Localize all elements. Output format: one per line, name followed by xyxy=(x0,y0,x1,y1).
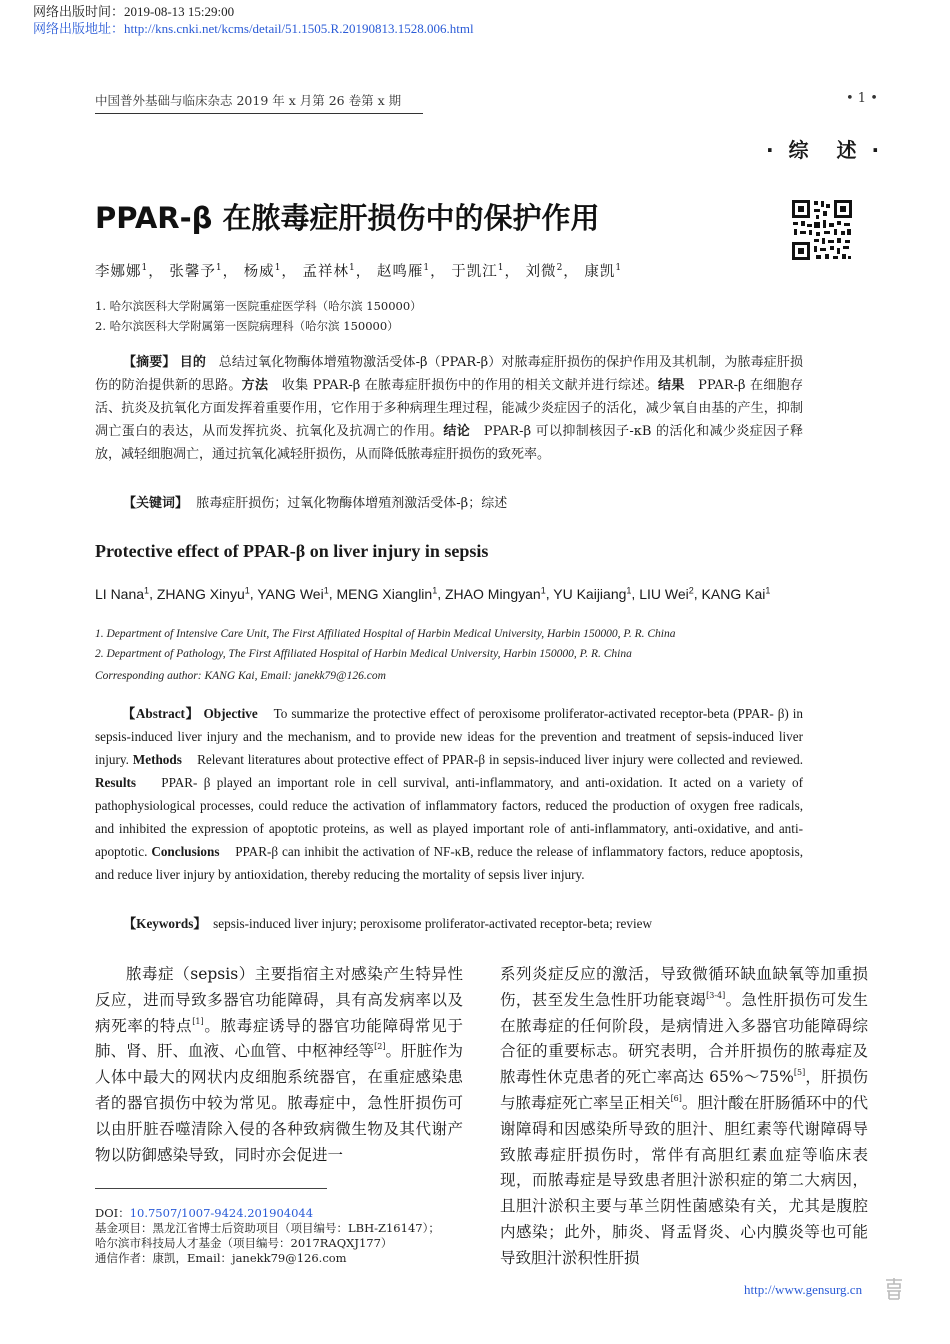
keywords-label-en: 【Keywords】 xyxy=(123,916,207,931)
conclusion-text: PPAR-β 可以抑制核因子-κB 的活化和减少炎症因子释放，减轻细胞凋亡，通过抗氧化减轻肝损伤，从而降低脓毒症肝损伤的致死率。 xyxy=(95,424,803,462)
corresponding-author-cn: 通信作者：康凯，Email：janekk79@126.com xyxy=(95,1251,347,1265)
qr-code-icon[interactable] xyxy=(790,198,854,262)
author-en: ZHANG Xinyu$^1$ xyxy=(156,585,250,602)
abstract-label: 【摘要】 xyxy=(123,355,176,370)
pub-time xyxy=(33,3,234,20)
author-en: YANG Wei$^1$ xyxy=(257,585,329,602)
footnote-divider xyxy=(95,1188,327,1189)
author-cn: 康凯$^1$ xyxy=(584,263,623,280)
doi-label: DOI： xyxy=(95,1206,130,1220)
result-text-en: PPAR- β played an important role in cell survival, anti-inflammatory, and anti-oxidation. It acted on a variety of pathophysiological processes, could reduce the activation of inflammatory factors, reduced the production of oxygen free radicals, and inhibited the expression of apoptotic proteins, as well as played important role of anti-inflammatory, anti-oxidative, and anti-apoptotic. xyxy=(95,775,804,859)
author-cn: 杨威$^1$ xyxy=(243,263,282,280)
abstract-label-en: 【Abstract】 xyxy=(122,706,200,721)
author-cn: 李娜娜$^1$ xyxy=(95,263,149,280)
body-column-2: 系列炎症反应的激活，导致微循环缺血缺氧等加重损伤，甚至发生急性肝功能衰竭[3-4]。急性肝损伤可发生在脓毒症的任何阶段，是病情进入多器官功能障碍综合征的重要标志。研究表明，合并肝损伤的脓毒症及脓毒性休克患者的死亡率高达 65%～75%[5]，肝损伤与脓毒症死亡率呈正相关[6]。胆汁酸在肝肠循环中的代谢障碍和因感染所导致的胆汁、胆红素等代谢障碍导致脓毒症肝损伤时，常伴有高胆红素血症等临床表现，而脓毒症是导致患者胆汁淤积症的第二大病因，且胆汁淤积主要与革兰阴性菌感染有关，尤其是腹腔内感染；此外，肺炎、肾盂肾炎、心内膜炎等也可能导致胆汁淤积性肝损 xyxy=(500,965,868,1267)
keywords-cn xyxy=(123,492,507,511)
fund-line-1: 基金项目：黑龙江省博士后资助项目（项目编号：LBH-Z16147）； xyxy=(95,1221,440,1235)
citation-ref[interactable]: [3-4] xyxy=(706,990,726,1000)
article-title: PPAR-β 在脓毒症肝损伤中的保护作用 xyxy=(95,201,600,235)
affiliation-en-1: 1. Department of Intensive Care Unit, The First Affiliated Hospital of Harbin Medical University, Harbin 150000, P. R. China xyxy=(95,628,676,640)
doi-link[interactable]: 10.7507/1007-9424.201904044 xyxy=(129,1206,314,1220)
page-number: • 1 • xyxy=(846,91,878,106)
author-en: ZHAO Mingyan$^1$ xyxy=(445,585,546,602)
keywords-text-en: sepsis-induced liver injury; peroxisome proliferator-activated receptor-beta; review xyxy=(213,916,653,931)
conclusion-label: 结论 xyxy=(443,424,471,439)
keywords-text: 脓毒症肝损伤；过氧化物酶体增殖剂激活受体-β；综述 xyxy=(196,496,508,511)
result-label: 结果 xyxy=(658,378,685,393)
author-cn: 于凯江$^1$ xyxy=(451,263,505,280)
pub-url-link[interactable]: http://kns.cnki.net/kcms/detail/51.1505.R.20190813.1528.006.html xyxy=(124,21,474,36)
author-cn: 刘微$^2$ xyxy=(525,263,564,280)
journal-header: 中国普外基础与临床杂志 2019 年 x 月第 26 卷第 x 期 xyxy=(95,91,423,114)
author-en: MENG Xianglin$^1$ xyxy=(336,585,438,602)
author-cn: 张馨予$^1$ xyxy=(169,263,223,280)
objective-label: 目的 xyxy=(179,355,206,370)
keywords-label: 【关键词】 xyxy=(123,496,189,511)
pub-url-label: 网络出版地址： xyxy=(33,21,125,36)
affiliation-en-2: 2. Department of Pathology, The First Affiliated Hospital of Harbin Medical University, Harbin 150000, P. R. China xyxy=(95,648,632,660)
author-en: LIU Wei$^2$ xyxy=(639,585,694,602)
abstract-en xyxy=(95,702,803,886)
body-column-1: 脓毒症（sepsis）主要指宿主对感染产生特异性反应，进而导致多器官功能障碍，具有高发病率以及病死率的特点[1]。脓毒症诱导的器官功能障碍常见于肺、肾、肝、血液、心血管、中枢神经等[2]。肝脏作为人体中最大的网状内皮细胞系统器官，在重症感染患者的器官损伤中较为常见。脓毒症中，急性肝损伤可以由肝脏吞噬清除入侵的各种致病微生物及其代谢产物以防御感染导致，同时亦会促进一 xyxy=(95,965,463,1164)
journal-logo-icon xyxy=(884,1277,904,1301)
objective-text-en: To summarize the protective effect of peroxisome proliferator-activated receptor-beta (PPAR- β) in sepsis-induced liver injury and the mechanism, and to provide new ideas for the prevention and treatment of sepsis-induced liver injury. xyxy=(95,706,804,767)
pub-time-value: 2019-08-13 15:29:00 xyxy=(124,4,235,19)
author-en: YU Kaijiang$^1$ xyxy=(553,585,632,602)
citation-ref[interactable]: [5] xyxy=(793,1068,806,1078)
author-cn: 赵鸣雁$^1$ xyxy=(376,263,431,280)
section-tag: · 综 述 · xyxy=(766,138,884,162)
result-label-en: Results xyxy=(95,775,137,790)
conclusion-label-en: Conclusions xyxy=(151,844,220,859)
fund-line-2: 哈尔滨市科技局人才基金（项目编号：2017RAQXJ177） xyxy=(95,1236,393,1250)
citation-ref[interactable]: [6] xyxy=(670,1093,682,1103)
objective-label-en: Objective xyxy=(203,706,258,721)
conclusion-text-en: PPAR-β can inhibit the activation of NF-κB, reduce the release of inflammatory factors, reduce apoptosis, and reduce liver injury by antioxidation, thereby reducing the mortality of sepsis liver injury. xyxy=(95,844,804,882)
pub-url xyxy=(33,20,474,37)
citation-ref[interactable]: [2] xyxy=(374,1042,386,1052)
keywords-en xyxy=(123,913,652,932)
authors-cn: 李娜娜$^1$， 张馨予$^1$， 杨威$^1$， 孟祥林$^1$， 赵鸣雁$^1$， 于凯江$^1$， 刘微$^2$， 康凯$^1$ xyxy=(95,263,623,280)
doi-line xyxy=(95,1206,313,1220)
author-cn: 孟祥林$^1$ xyxy=(302,263,356,280)
affiliation-cn-2: 2. 哈尔滨医科大学附属第一医院病理科（哈尔滨 150000） xyxy=(95,319,399,333)
objective-text: 总结过氧化物酶体增殖物激活受体-β（PPAR-β）对脓毒症肝损伤的保护作用及其机制，为脓毒症肝损伤的防治提供新的思路。 xyxy=(95,355,803,393)
affiliation-cn-1: 1. 哈尔滨医科大学附属第一医院重症医学科（哈尔滨 150000） xyxy=(95,299,422,313)
pub-time-label: 网络出版时间： xyxy=(33,4,125,19)
author-en: KANG Kai$^1$ xyxy=(701,585,771,602)
authors-en: LI Nana$^1$, ZHANG Xinyu$^1$, YANG Wei$^1$, MENG Xianglin$^1$, ZHAO Mingyan$^1$, YU Kaijiang$^1$, LIU Wei$^2$, KANG Kai$^1$ xyxy=(95,585,771,602)
citation-ref[interactable]: [1] xyxy=(192,1016,204,1026)
english-title: Protective effect of PPAR-β on liver injury in sepsis xyxy=(95,541,489,561)
corresponding-author-en: Corresponding author: KANG Kai, Email: janekk79@126.com xyxy=(95,670,386,682)
method-label-en: Methods xyxy=(132,752,182,767)
abstract-cn xyxy=(95,351,803,466)
method-text: 收集 PPAR-β 在脓毒症肝损伤中的作用的相关文献并进行综述。 xyxy=(281,378,659,393)
method-label: 方法 xyxy=(241,378,269,393)
result-text: PPAR-β 在细胞存活、抗炎及抗氧化方面发挥着重要作用，它作用于多种病理生理过程，能减少炎症因子的活化，减少氧自由基的产生，抑制凋亡蛋白的表达，从而发挥抗炎、抗氧化及抗凋亡的作用。 xyxy=(95,378,803,439)
author-en: LI Nana$^1$ xyxy=(95,585,150,602)
method-text-en: Relevant literatures about protective effect of PPAR-β in sepsis-induced liver injury were collected and reviewed. xyxy=(197,752,804,767)
site-url-link[interactable]: http://www.gensurg.cn xyxy=(744,1282,863,1297)
